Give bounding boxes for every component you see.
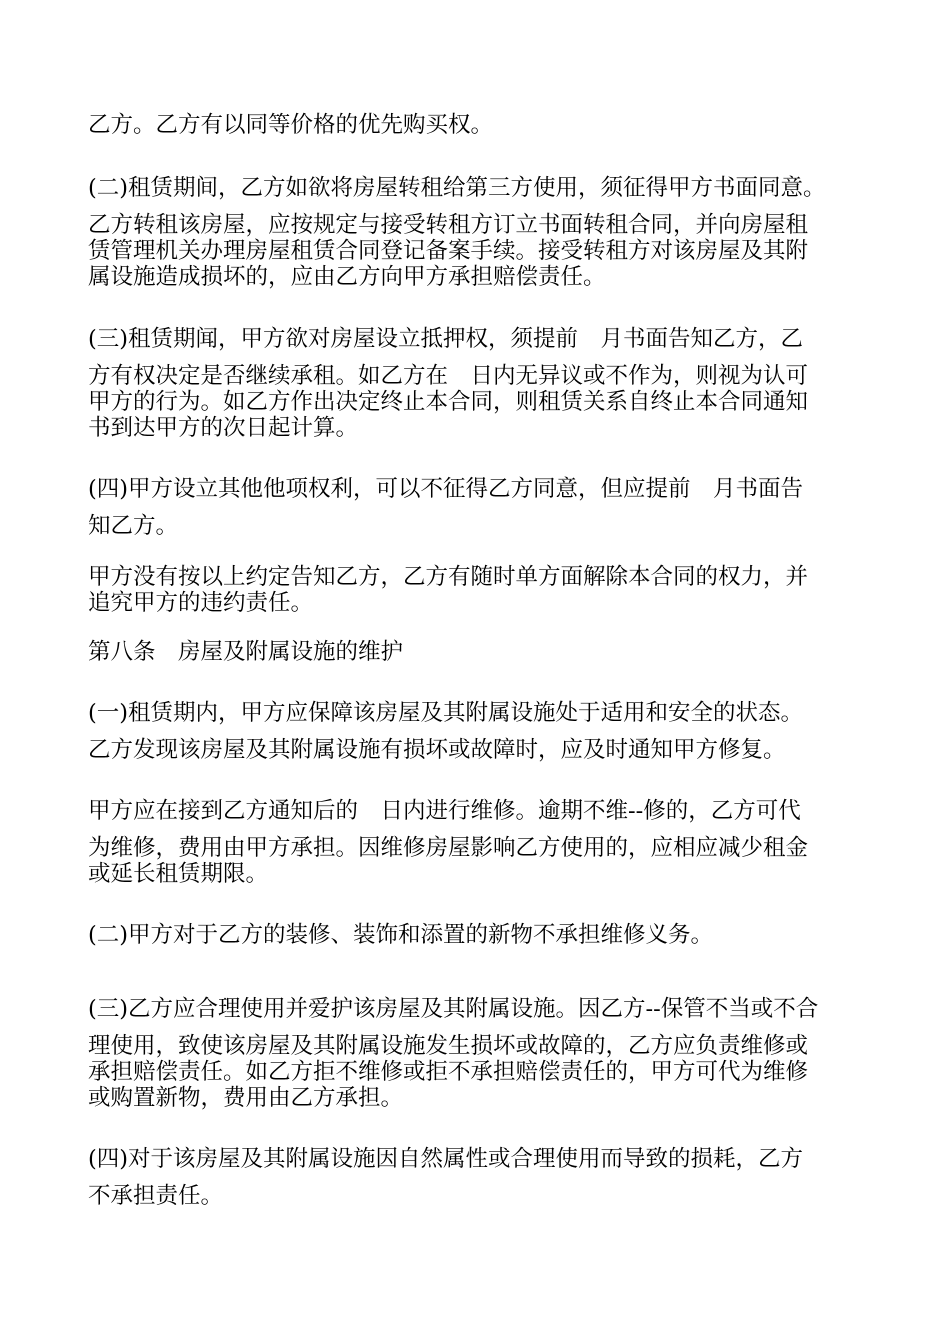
text-line: 追究甲方的违约责任。	[88, 590, 314, 616]
text-line: 或延长租赁期限。	[88, 861, 269, 887]
text-line: (三)租赁期闻，甲方欲对房屋设立抵押权，须提前 月书面告知乙方，乙	[88, 326, 804, 352]
text-line: 书到达甲方的次日起计算。	[88, 415, 359, 441]
text-line: (四)对于该房屋及其附属设施因自然属性或合理使用而导致的损耗，乙方	[88, 1146, 804, 1172]
text-line: (二)租赁期间，乙方如欲将房屋转租给第三方使用，须征得甲方书面同意。	[88, 175, 826, 201]
text-line: 承担赔偿责任。如乙方拒不维修或拒不承担赔偿责任的，甲方可代为维修	[88, 1059, 809, 1085]
text-line: 理使用，致使该房屋及其附属设施发生损坏或故障的，乙方应负责维修或	[88, 1033, 809, 1059]
text-line: (三)乙方应合理使用并爱护该房屋及其附属设施。因乙方--保管不当或不合	[88, 996, 819, 1022]
text-line: 赁管理机关办理房屋租赁合同登记备案手续。接受转租方对该房屋及其附	[88, 238, 809, 264]
text-line: 甲方的行为。如乙方作出决定终止本合同，则租赁关系自终止本合同通知	[88, 389, 809, 415]
text-line: 或购置新物，费用由乙方承担。	[88, 1085, 404, 1111]
text-line: (二)甲方对于乙方的装修、装饰和添置的新物不承担维修义务。	[88, 922, 714, 948]
text-line: 甲方应在接到乙方通知后的 日内进行维修。逾期不维--修的，乙方可代	[88, 798, 801, 824]
text-line: 知乙方。	[88, 513, 179, 539]
text-line: 方有权决定是否继续承租。如乙方在 日内无异议或不作为，则视为认可	[88, 363, 809, 389]
text-line: (四)甲方设立其他他项权利，可以不征得乙方同意，但应提前 月书面告	[88, 476, 804, 502]
text-line: 乙方发现该房屋及其附属设施有损坏或故障时，应及时通知甲方修复。	[88, 737, 786, 763]
text-line: 属设施造成损坏的，应由乙方向甲方承担赔偿责任。	[88, 264, 606, 290]
text-line: 乙方。乙方有以同等价格的优先购买权。	[88, 112, 494, 138]
text-line: 乙方转租该房屋，应按规定与接受转租方订立书面转租合同，并向房屋租	[88, 212, 809, 238]
section-heading: 第八条 房屋及附属设施的维护	[88, 639, 404, 665]
text-line: 为维修，费用由甲方承担。因维修房屋影响乙方使用的，应相应减少租金	[88, 835, 809, 861]
text-line: 不承担责任。	[88, 1183, 224, 1209]
text-line: 甲方没有按以上约定告知乙方，乙方有随时单方面解除本合同的权力，并	[88, 564, 809, 590]
text-line: (一)租赁期内，甲方应保障该房屋及其附属设施处于适用和安全的状态。	[88, 700, 804, 726]
